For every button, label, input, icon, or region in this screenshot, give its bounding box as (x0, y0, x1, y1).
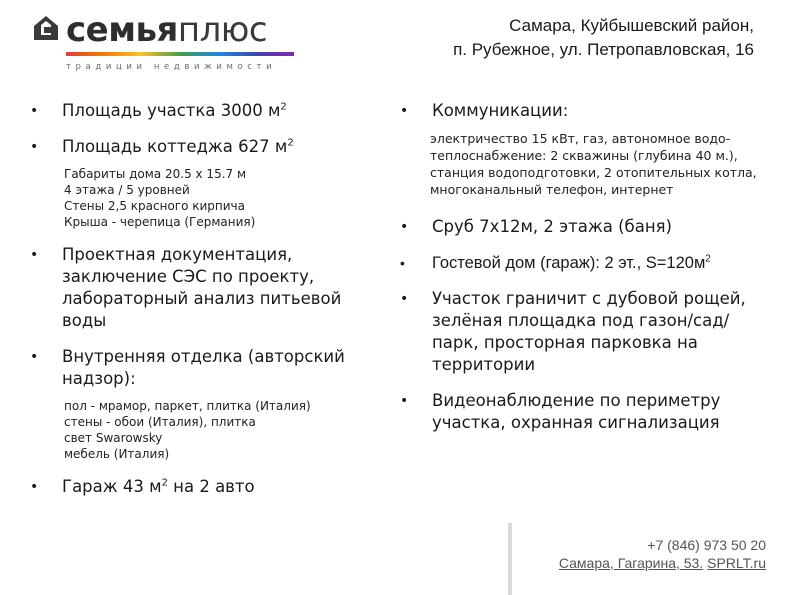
garage-text: Гараж 43 м (62, 477, 162, 496)
logo-word-light: плюс (177, 10, 268, 50)
logo-tagline: традиции недвижимости (66, 62, 277, 72)
address-line-1: Самара, Куйбышевский район, (509, 16, 754, 35)
guest-house-sup: 2 (705, 253, 711, 265)
cottage-area-text: Площадь коттеджа 627 м (62, 137, 288, 156)
office-address-link[interactable]: Самара, Гагарина, 53. (558, 555, 704, 571)
interior-details (30, 398, 380, 462)
footer-divider (508, 523, 512, 595)
contact-address-row (559, 554, 766, 572)
house-logo-icon (32, 14, 60, 42)
plot-area-sup: 2 (280, 101, 287, 113)
garage-sup: 2 (161, 477, 168, 489)
house-detail-line: 4 этажа / 5 уровней (64, 183, 190, 197)
cottage-area-sup: 2 (287, 137, 294, 149)
interior-detail-line: свет Swarowsky (64, 431, 163, 445)
garage-item (30, 476, 380, 498)
house-detail-line: Габариты дома 20.5 х 15.7 м (64, 167, 247, 181)
logo-wordmark (66, 12, 267, 48)
property-address (453, 14, 754, 62)
website-link[interactable]: SPRLT.ru (707, 555, 766, 571)
documentation-item: • Проектная документация, заключение СЭС по проекту, лабораторный анализ питьевой воды (30, 244, 380, 332)
contact-footer (559, 536, 766, 572)
house-details (30, 166, 380, 230)
plot-area-item (30, 100, 380, 122)
cottage-area-item (30, 136, 380, 158)
interior-detail-line: пол - мрамор, паркет, плитка (Италия) (64, 399, 311, 413)
interior-item: • Внутренняя отделка (авторский надзор): (30, 346, 380, 390)
utilities-details: электричество 15 кВт, газ, автономное водо- теплоснабжение: 2 скважины (глубина 40 м.), станция водоподготовки, 2 отопительных котла, многоканальный телефон, интернет (430, 131, 757, 197)
right-column (400, 100, 770, 448)
left-column (30, 100, 380, 512)
interior-detail-line: мебель (Италия) (64, 447, 170, 461)
address-line-2: п. Рубежное, ул. Петропавловская, 16 (453, 40, 754, 59)
surroundings-item: • Участок граничит с дубовой рощей, зелёная площадка под газон/сад/парк, просторная парковка на территории (400, 288, 770, 376)
house-detail-line: Крыша - черепица (Германия) (64, 215, 256, 229)
security-item: • Видеонаблюдение по периметру участка, охранная сигнализация (400, 390, 770, 434)
bathhouse-item: • Сруб 7х12м, 2 этажа (баня) (400, 216, 770, 238)
contact-phone: +7 (846) 973 50 20 (647, 537, 766, 553)
interior-detail-line: стены - обои (Италия), плитка (64, 415, 256, 429)
utilities-item: • Коммуникации: (400, 100, 770, 122)
garage-text-post: на 2 авто (167, 477, 255, 496)
company-logo (32, 10, 277, 72)
guest-house-text: Гостевой дом (гараж): 2 эт., S=120м (432, 254, 706, 272)
plot-area-text: Площадь участка 3000 м (62, 101, 281, 120)
logo-word-bold: семья (66, 10, 178, 50)
guest-house-item (400, 252, 770, 274)
logo-rainbow-stripe (66, 52, 294, 56)
house-detail-line: Стены 2,5 красного кирпича (64, 199, 246, 213)
